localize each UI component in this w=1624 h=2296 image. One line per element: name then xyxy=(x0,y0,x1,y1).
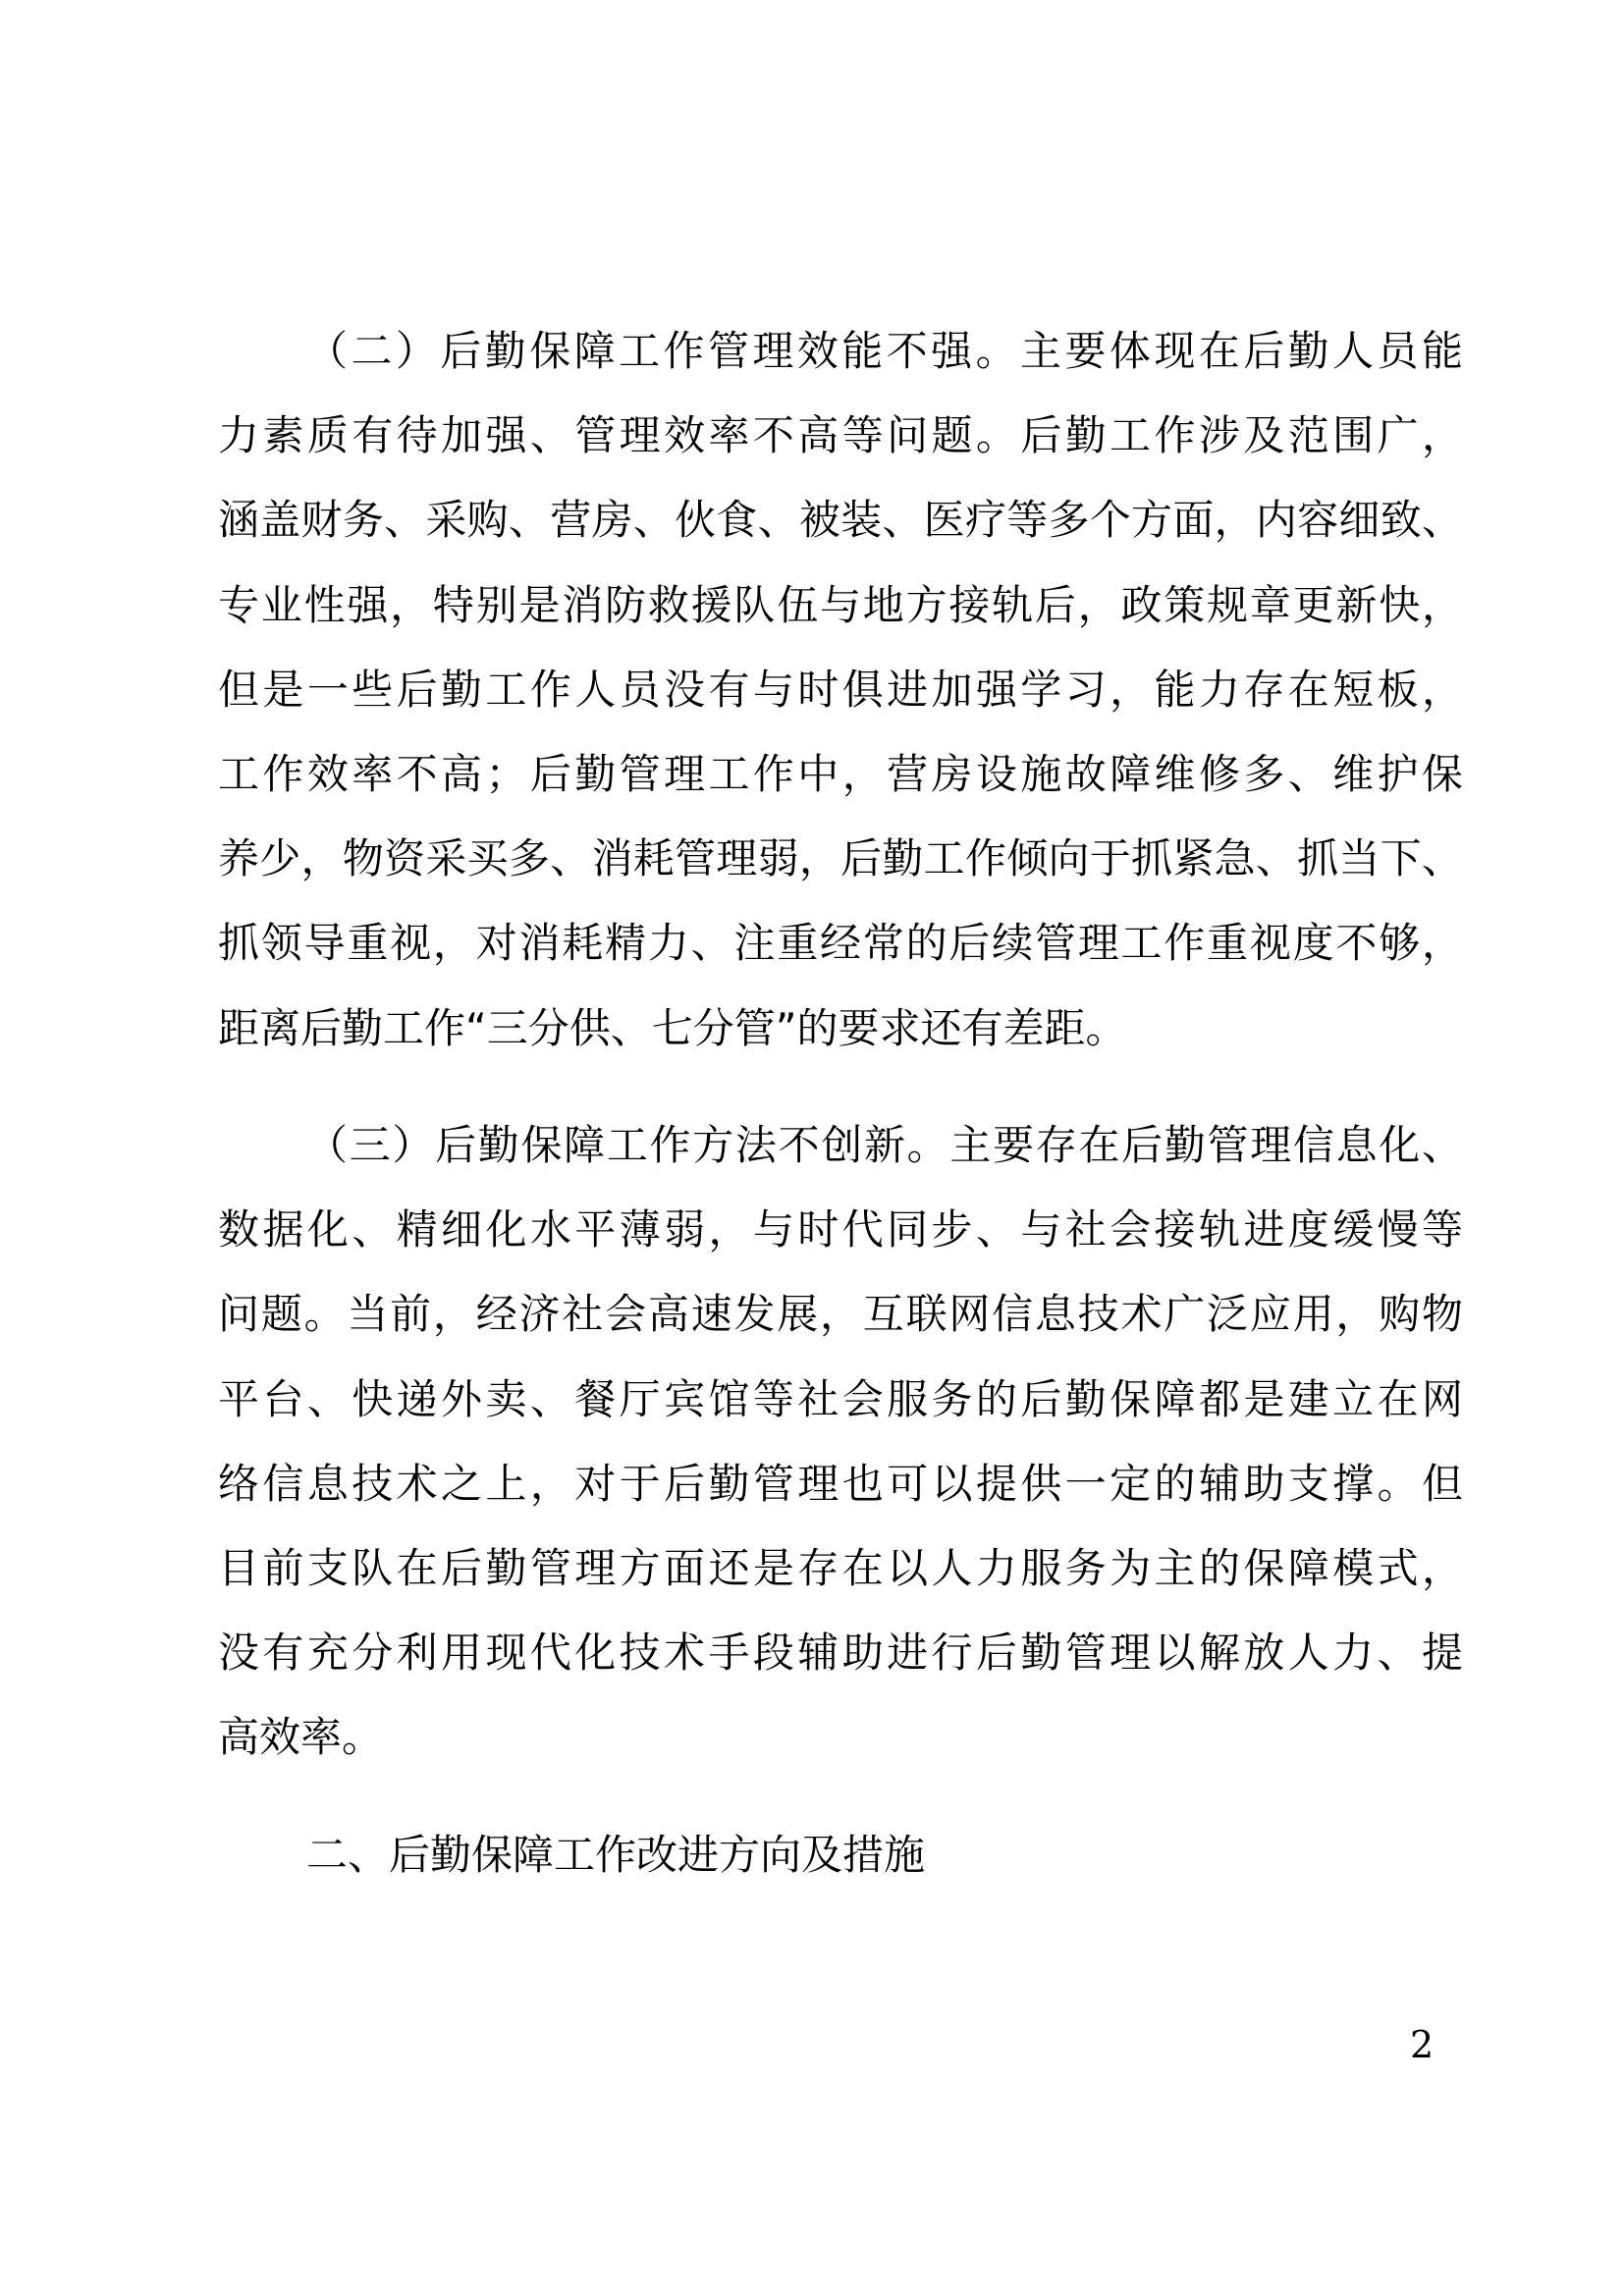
text-line: 抓领导重视，对消耗精力、注重经常的后续管理工作重视度不够， xyxy=(218,919,1463,968)
text-line: 养少，物资采买多、消耗管理弱，后勤工作倾向于抓紧急、抓当下、 xyxy=(218,834,1463,883)
text-line: 问题。当前，经济社会高速发展，互联网信息技术广泛应用，购物 xyxy=(218,1290,1463,1339)
text-line: 数据化、精细化水平薄弱，与时代同步、与社会接轨进度缓慢等 xyxy=(218,1205,1463,1255)
page-number: 2 xyxy=(1410,2023,1435,2066)
text-line: 力素质有待加强、管理效率不高等问题。后勤工作涉及范围广， xyxy=(218,411,1463,460)
text-line: 络信息技术之上，对于后勤管理也可以提供一定的辅助支撑。但 xyxy=(218,1459,1463,1508)
text-line: 工作效率不高；后勤管理工作中，营房设施故障维修多、维护保 xyxy=(218,750,1463,798)
text-line: 专业性强，特别是消防救援队伍与地方接轨后，政策规章更新快， xyxy=(218,580,1463,629)
text-line: 但是一些后勤工作人员没有与时俱进加强学习，能力存在短板， xyxy=(218,665,1463,714)
text-line: （二）后勤保障工作管理效能不强。主要体现在后勤人员能 xyxy=(306,327,1463,375)
text-line: 高效率。 xyxy=(218,1713,384,1762)
text-line: 目前支队在后勤管理方面还是存在以人力服务为主的保障模式， xyxy=(218,1544,1463,1592)
text-line: 没有充分利用现代化技术手段辅助进行后勤管理以解放人力、提 xyxy=(218,1629,1463,1678)
text-line: 涵盖财务、采购、营房、伙食、被装、医疗等多个方面，内容细致、 xyxy=(218,496,1463,545)
text-line: （三）后勤保障工作方法不创新。主要存在后勤管理信息化、 xyxy=(306,1121,1463,1169)
text-line: 平台、快递外卖、餐厅宾馆等社会服务的后勤保障都是建立在网 xyxy=(218,1374,1463,1423)
text-line: 距离后勤工作“三分供、七分管”的要求还有差距。 xyxy=(218,1003,1127,1052)
section-heading: 二、后勤保障工作改进方向及措施 xyxy=(306,1831,926,1879)
